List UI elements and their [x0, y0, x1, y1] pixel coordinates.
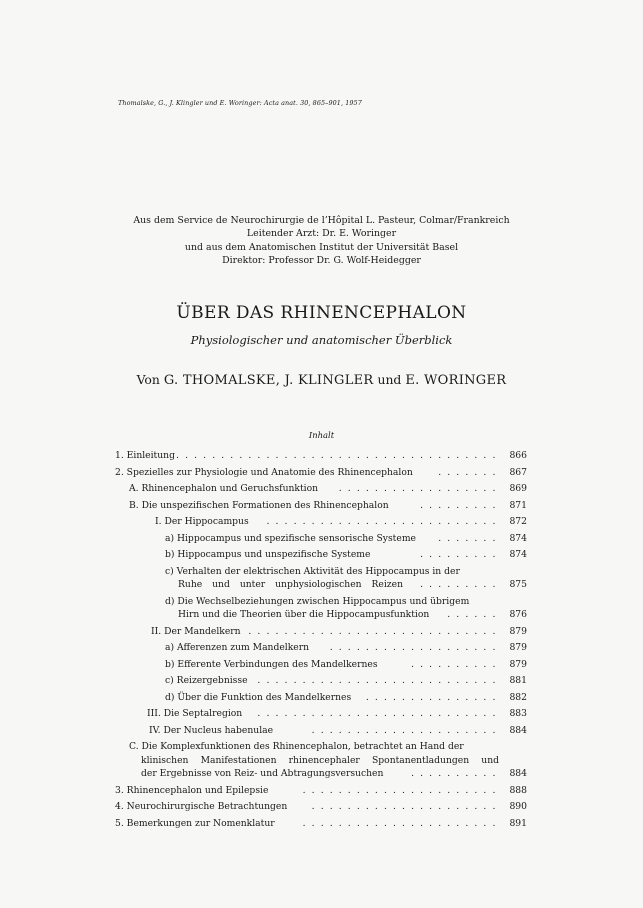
toc-entry-text: I. Der Hippocampus	[155, 516, 249, 527]
toc-page: 874	[509, 549, 527, 560]
toc-page: 891	[509, 817, 527, 829]
toc-leader	[417, 549, 497, 561]
toc-leader	[177, 450, 497, 462]
toc-leader	[329, 642, 497, 654]
toc-entry-text: c) Verhalten der elektrischen Aktivität des Hippocampus in der	[165, 565, 460, 577]
toc-entry	[115, 675, 527, 692]
toc-entry-text: 3. Rhinencephalon und Epilepsie	[115, 784, 269, 796]
toc-entry-line	[115, 566, 527, 580]
toc-leader	[433, 533, 497, 545]
toc-page: 888	[509, 784, 527, 796]
toc-page: 867	[509, 466, 527, 478]
toc-entry	[115, 516, 527, 533]
toc-leader	[265, 516, 497, 528]
toc-page: 879	[509, 625, 527, 637]
toc-entry-text: 4. Neurochirurgische Betrachtungen	[115, 801, 288, 812]
toc-entry-text: c) Reizergebnisse	[165, 675, 248, 686]
affiliation-line: Aus dem Service de Neurochirurgie de l’Hôpital L. Pasteur, Colmar/Frankreich	[133, 215, 510, 226]
toc-page: 879	[509, 642, 527, 653]
toc-page: 871	[509, 499, 527, 511]
toc-page: 884	[509, 724, 527, 736]
toc-page: 866	[509, 450, 527, 461]
toc-page: 882	[509, 691, 527, 703]
toc-entry-text: d) Die Wechselbeziehungen zwischen Hippocampus und übrigem	[165, 595, 470, 607]
toc-entry-text: b) Hippocampus und unspezifische Systeme	[165, 549, 371, 560]
toc-entry	[115, 467, 527, 484]
toc-entry	[115, 450, 527, 467]
affiliation-line: Leitender Arzt: Dr. E. Woringer	[246, 228, 397, 240]
toc-entry-line	[115, 741, 527, 755]
toc-leader	[309, 801, 497, 813]
author-line	[100, 372, 543, 388]
toc-entry-text: d) Über die Funktion des Mandelkernes	[165, 691, 352, 703]
toc-entry	[115, 725, 527, 742]
toc-entry-text: Ruhe und unter unphysiologischen Reizen	[178, 579, 403, 590]
toc-entry-text: Hirn und die Theorien über die Hippocampusfunktion	[178, 609, 430, 620]
toc-page: 872	[509, 516, 527, 527]
toc-entry	[115, 642, 527, 659]
toc-entry	[115, 692, 527, 709]
toc-entry-text: A. Rhinencephalon und Geruchsfunktion	[129, 483, 319, 494]
toc-entry-text: IV. Der Nucleus habenulae	[149, 724, 274, 736]
toc-page: 869	[509, 483, 527, 494]
toc-leader	[409, 768, 497, 780]
toc-entry-text: klinischen Manifestationen rhinencephaler Spontanentladungen und	[141, 754, 499, 766]
toc-entry	[115, 609, 527, 626]
toc-page: 875	[509, 579, 527, 590]
toc-entry	[115, 549, 527, 566]
toc-entry-text: 1. Einleitung	[115, 450, 175, 461]
author-last: E. WORINGER	[405, 373, 507, 388]
toc-entry	[115, 483, 527, 500]
toc-entry	[115, 533, 527, 550]
toc-page: 881	[509, 675, 527, 686]
table-of-contents	[115, 450, 527, 834]
toc-page: 876	[509, 609, 527, 620]
toc-entry	[115, 708, 527, 725]
toc-entry	[115, 500, 527, 517]
toc-page: 890	[509, 801, 527, 812]
toc-entry	[115, 785, 527, 802]
toc-page: 879	[509, 658, 527, 670]
toc-leader	[405, 659, 497, 671]
citation-line: Thomalske, G., J. Klingler und E. Woringer: Acta anat. 30, 865–901, 1957	[118, 99, 362, 107]
toc-entry-text: B. Die unspezifischen Formationen des Rhinencephalon	[129, 499, 389, 511]
toc-entry-text: II. Der Mandelkern	[151, 625, 241, 637]
toc-entry	[115, 626, 527, 643]
toc-leader	[447, 609, 497, 621]
toc-entry	[115, 818, 527, 835]
toc-entry	[115, 579, 527, 596]
paper-title: ÜBER DAS RHINENCEPHALON	[176, 303, 467, 323]
toc-leader	[299, 818, 497, 830]
toc-leader	[417, 500, 497, 512]
toc-entry-text: a) Afferenzen zum Mandelkern	[165, 642, 310, 653]
toc-leader	[301, 785, 497, 797]
affiliation-block	[100, 214, 543, 267]
author-prefix: Von	[136, 372, 160, 387]
toc-heading: Inhalt	[308, 430, 335, 440]
toc-page: 884	[509, 768, 527, 779]
paper-subtitle: Physiologischer und anatomischer Überblick	[190, 333, 453, 347]
toc-leader	[257, 675, 497, 687]
toc-entry	[115, 659, 527, 676]
toc-leader	[307, 725, 497, 737]
toc-entry-text: 2. Spezielles zur Physiologie und Anatomie des Rhinencephalon	[115, 466, 413, 478]
toc-entry-line	[115, 755, 527, 769]
toc-leader	[247, 626, 497, 638]
toc-entry	[115, 801, 527, 818]
affiliation-line: und aus dem Anatomischen Institut der Universität Basel	[184, 241, 459, 253]
affiliation-line: Direktor: Professor Dr. G. Wolf-Heidegger	[222, 254, 421, 266]
toc-leader	[415, 579, 497, 591]
author-conjunction: und	[377, 372, 402, 387]
toc-entry-text: 5. Bemerkungen zur Nomenklatur	[115, 817, 275, 829]
toc-leader	[337, 483, 497, 495]
author-names: G. THOMALSKE, J. KLINGLER	[163, 373, 374, 388]
toc-leader	[257, 708, 497, 720]
toc-page: 874	[509, 532, 527, 544]
toc-page: 883	[509, 708, 527, 719]
toc-entry-line	[115, 596, 527, 610]
toc-leader	[359, 692, 497, 704]
toc-entry-text: der Ergebnisse von Reiz- und Abtragungsversuchen	[141, 768, 384, 779]
toc-entry	[115, 768, 527, 785]
toc-entry-text: b) Efferente Verbindungen des Mandelkernes	[165, 658, 378, 670]
toc-entry-text: C. Die Komplexfunktionen des Rhinencephalon, betrachtet an Hand der	[129, 741, 464, 752]
toc-entry-text: III. Die Septalregion	[147, 708, 243, 719]
toc-leader	[433, 467, 497, 479]
toc-entry-text: a) Hippocampus und spezifische sensorische Systeme	[165, 532, 416, 544]
